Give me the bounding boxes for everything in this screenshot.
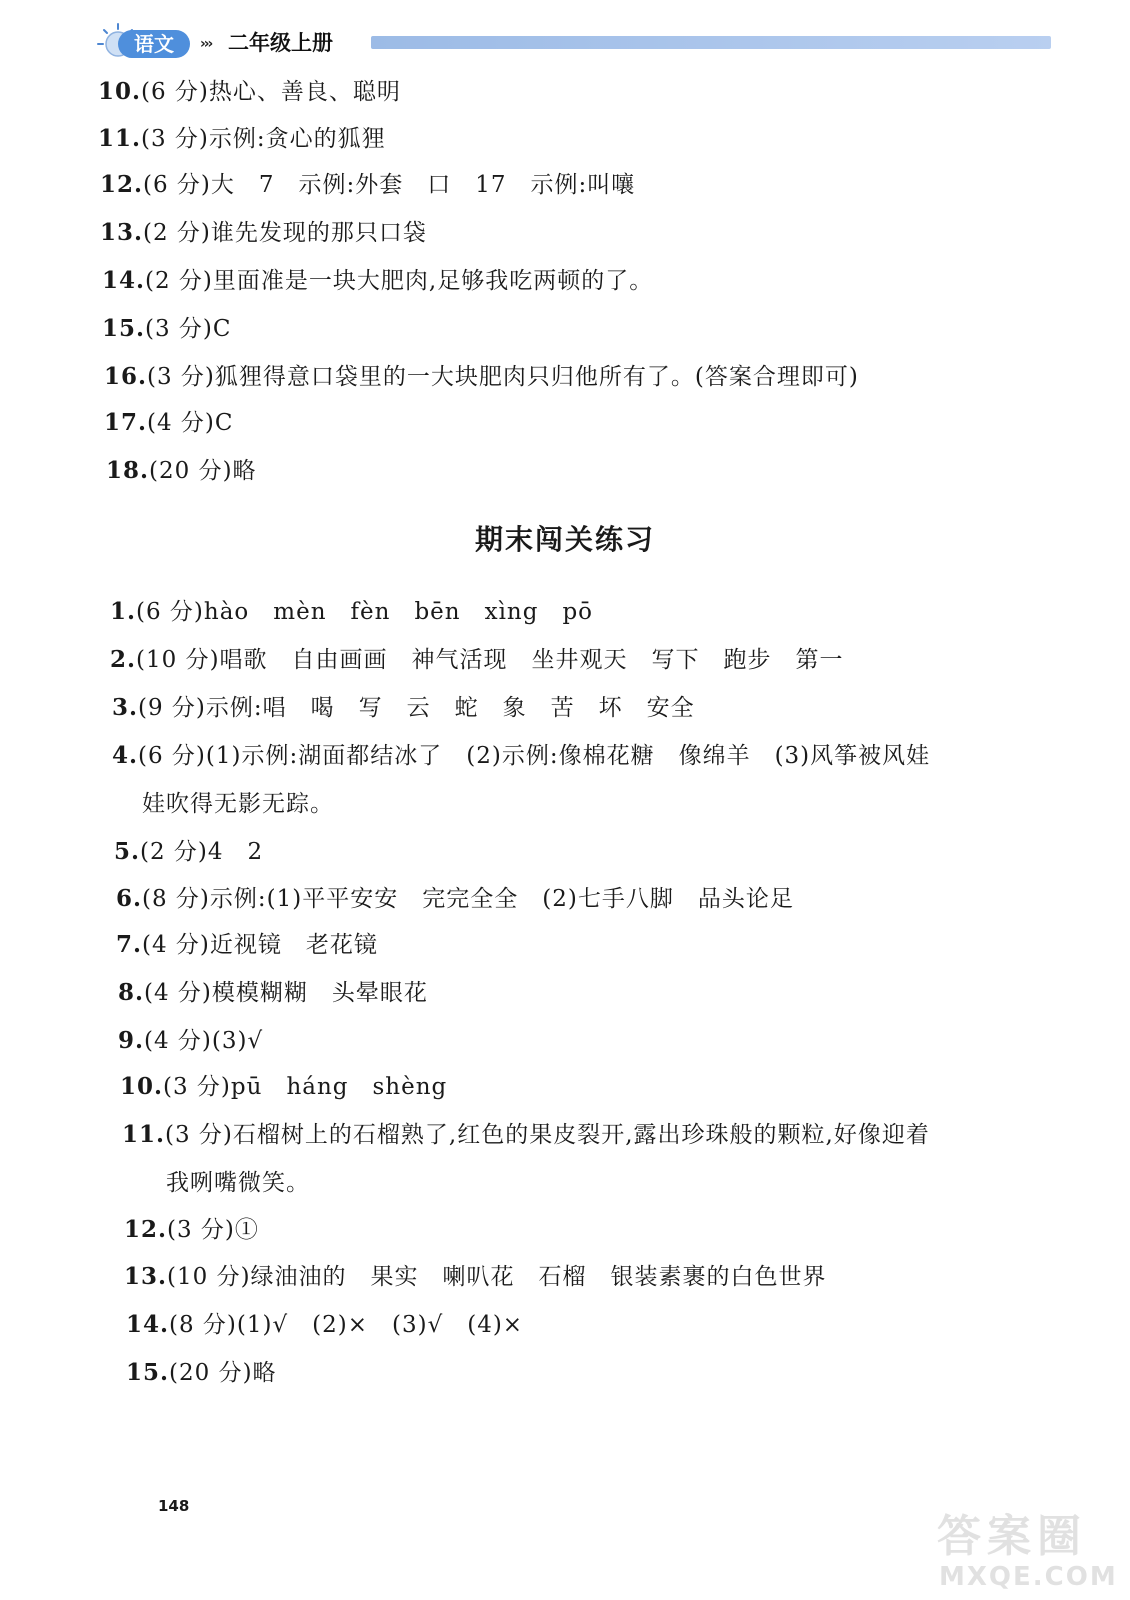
- answer-text: (8 分)示例:(1)平平安安 完完全全 (2)七手八脚 品头论足: [142, 886, 794, 912]
- page-header: [96, 20, 1048, 64]
- answer-line: [110, 645, 844, 675]
- answer-text: (2 分)里面准是一块大肥肉,足够我吃两顿的了。: [145, 268, 654, 294]
- answer-text: (10 分)唱歌 自由画画 神气活现 坐井观天 写下 跑步 第一: [136, 647, 844, 673]
- question-number: 11.: [98, 125, 142, 152]
- answer-text: (20 分)略: [149, 458, 257, 484]
- answer-line: [98, 124, 386, 154]
- answer-text: (3 分)①: [167, 1217, 259, 1243]
- answer-text: (9 分)示例:唱 喝 写 云 蛇 象 苦 坏 安全: [138, 695, 695, 721]
- grade-label: 二年级上册: [228, 31, 333, 55]
- question-number: 2.: [110, 646, 137, 673]
- answer-text: 我咧嘴微笑。: [166, 1170, 310, 1196]
- answer-line: [110, 597, 593, 627]
- question-number: 14.: [126, 1311, 170, 1338]
- question-number: 18.: [106, 457, 150, 484]
- answer-line: [116, 930, 378, 960]
- answer-text: (3 分)pū háng shèng: [163, 1074, 448, 1100]
- page-number: 148: [158, 1497, 190, 1515]
- question-number: 6.: [116, 885, 143, 912]
- question-number: 17.: [104, 409, 148, 436]
- answer-text: (6 分)热心、善良、聪明: [141, 79, 401, 105]
- question-number: 8.: [118, 979, 145, 1006]
- answer-line: [118, 1026, 263, 1056]
- question-number: 3.: [112, 694, 139, 721]
- answer-line: [112, 693, 695, 723]
- question-number: 11.: [122, 1121, 166, 1148]
- answer-text: (4 分)模模糊糊 头晕眼花: [144, 980, 428, 1006]
- answer-line: [126, 1310, 523, 1340]
- answer-line: [104, 408, 234, 438]
- answer-text: (3 分)石榴树上的石榴熟了,红色的果皮裂开,露出珍珠般的颗粒,好像迎着: [165, 1122, 930, 1148]
- answer-text: (2 分)谁先发现的那只口袋: [143, 220, 427, 246]
- answer-text: (3 分)狐狸得意口袋里的一大块肥肉只归他所有了。(答案合理即可): [147, 364, 859, 390]
- answer-text: (3 分)示例:贪心的狐狸: [141, 126, 386, 152]
- watermark-logo-text: 答案圈: [937, 1511, 1087, 1562]
- answer-text: (6 分)大 7 示例:外套 口 17 示例:叫嚷: [143, 172, 636, 198]
- answer-text: (4 分)(3)√: [144, 1028, 264, 1054]
- answer-line: [116, 884, 794, 914]
- subject-badge: 语文: [118, 30, 190, 58]
- answer-text: (3 分)C: [145, 316, 232, 342]
- watermark-url: MXQE.COM: [939, 1562, 1118, 1592]
- answer-text: (2 分)4 2: [140, 839, 264, 865]
- answer-line: [120, 1072, 447, 1102]
- answer-text: 娃吹得无影无踪。: [142, 791, 334, 817]
- answer-text: (6 分)hào mèn fèn bēn xìng pō: [136, 599, 594, 625]
- question-number: 10.: [98, 78, 142, 105]
- header-stripe: [371, 36, 1051, 49]
- question-number: 15.: [102, 315, 146, 342]
- answer-text: (4 分)近视镜 老花镜: [142, 932, 378, 958]
- answer-text: (20 分)略: [169, 1360, 277, 1386]
- answer-line: [104, 362, 859, 392]
- question-number: 10.: [120, 1073, 164, 1100]
- answer-line-continued: [142, 789, 334, 819]
- answer-line: [98, 77, 401, 107]
- question-number: 12.: [100, 171, 144, 198]
- header-arrows: ›››: [200, 36, 212, 52]
- answer-line: [126, 1358, 277, 1388]
- answer-line: [102, 266, 653, 296]
- question-number: 4.: [112, 742, 139, 769]
- answer-text: (6 分)(1)示例:湖面都结冰了 (2)示例:像棉花糖 像绵羊 (3)风筝被风娃: [138, 743, 931, 769]
- question-number: 14.: [102, 267, 146, 294]
- answer-line: [124, 1215, 259, 1245]
- answer-text: (10 分)绿油油的 果实 喇叭花 石榴 银装素裹的白色世界: [167, 1264, 827, 1290]
- watermark: [935, 1511, 1118, 1596]
- question-number: 7.: [116, 931, 143, 958]
- question-number: 9.: [118, 1027, 145, 1054]
- answer-line: [106, 456, 257, 486]
- section-title: 期末闯关练习: [474, 523, 655, 556]
- question-number: 15.: [126, 1359, 170, 1386]
- answer-line: [118, 978, 428, 1008]
- question-number: 13.: [124, 1263, 168, 1290]
- answer-line: [124, 1262, 827, 1292]
- answer-line-continued: [166, 1168, 310, 1198]
- question-number: 1.: [110, 598, 137, 625]
- answer-line: [102, 314, 232, 344]
- question-number: 13.: [100, 219, 144, 246]
- answer-line: [122, 1120, 930, 1150]
- question-number: 5.: [114, 838, 141, 865]
- question-number: 12.: [124, 1216, 168, 1243]
- answer-line: [114, 837, 263, 867]
- answer-text: (8 分)(1)√ (2)× (3)√ (4)×: [169, 1312, 524, 1338]
- answer-text: (4 分)C: [147, 410, 234, 436]
- answer-line: [100, 170, 635, 200]
- question-number: 16.: [104, 363, 148, 390]
- answer-line: [100, 218, 427, 248]
- answer-line: [112, 741, 930, 771]
